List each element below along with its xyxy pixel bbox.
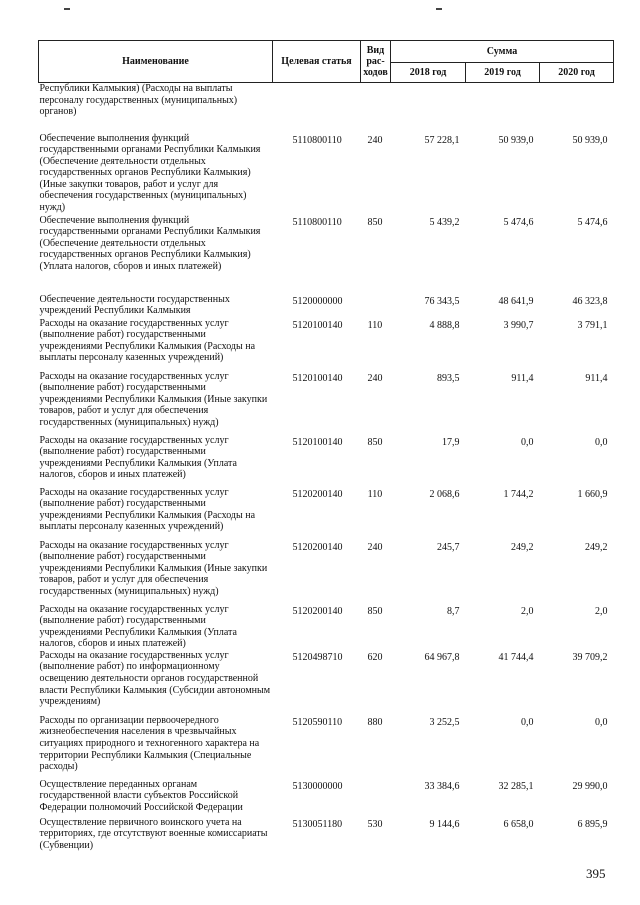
table-row (39, 435, 614, 487)
row-sum-2018: 5 439,2 (429, 216, 460, 228)
table-row (39, 294, 614, 318)
row-sum-2019: 6 658,0 (503, 818, 534, 830)
row-sum-2019: 911,4 (511, 372, 534, 384)
row-sum-2018: 3 252,5 (429, 716, 460, 728)
row-sum-2018: 893,5 (437, 372, 460, 384)
header-sum: Сумма (391, 41, 614, 63)
row-sum-2019: 41 744,4 (498, 651, 534, 663)
row-name: Обеспечение выполнения функций государственными органами Республики Калмыкия (Обеспечение деятельности отдельных государственных органов Республики Калмыкия) (Иные закупки товаров, работ и услуг для обеспечения государственных (муниципальных) нужд) (39, 132, 261, 214)
row-expense-type: 530 (367, 818, 383, 830)
row-expense-type: 240 (367, 372, 383, 384)
row-expense-type: 240 (367, 134, 383, 146)
row-expense-type: 850 (367, 605, 383, 617)
row-sum-2018: 17,9 (442, 436, 460, 448)
row-expense-type: 880 (367, 716, 383, 728)
row-expense-type (361, 83, 391, 133)
row-sum-2020: 39 709,2 (572, 651, 608, 663)
row-sum-2019: 32 285,1 (498, 780, 534, 792)
page-number: 395 (586, 866, 606, 881)
row-sum-2018: 76 343,5 (424, 295, 460, 307)
row-target-article: 5120100140 (292, 436, 343, 448)
row-sum-2018: 2 068,6 (429, 488, 460, 500)
row-expense-type (361, 294, 391, 318)
row-expense-type (361, 779, 391, 817)
row-sum-2019: 249,2 (511, 541, 534, 553)
row-sum-2018: 4 888,8 (429, 319, 460, 331)
row-sum-2020: 50 939,0 (572, 134, 608, 146)
row-expense-type: 850 (367, 216, 383, 228)
row-name: Расходы по организации первоочередного жизнеобеспечения населения в чрезвычайных ситуациях природного и техногенного характера на территории Республики Калмыкия (Специальные расходы) (39, 714, 260, 773)
row-target-article: 5120200140 (292, 488, 343, 500)
row-sum-2020: 5 474,6 (577, 216, 608, 228)
table-row (39, 650, 614, 715)
row-name: Расходы на оказание государственных услуг (выполнение работ) государственными учреждениями Республики Калмыкия (Уплата налогов, сборов и иных платежей) (39, 603, 237, 650)
row-sum-2019: 5 474,6 (503, 216, 534, 228)
row-sum-2019: 3 990,7 (503, 319, 534, 331)
row-sum-2020: 911,4 (585, 372, 608, 384)
table-row (39, 540, 614, 604)
row-sum-2018: 64 967,8 (424, 651, 460, 663)
row-sum-2019: 1 744,2 (503, 488, 534, 500)
row-target-article: 5120000000 (292, 295, 343, 307)
row-name: Осуществление первичного воинского учета на территориях, где отсутствуют военные комиссариаты (Субвенции) (39, 816, 268, 852)
header-year-2018: 2018 год (391, 63, 466, 83)
row-sum-2020: 249,2 (585, 541, 608, 553)
row-sum-2020: 46 323,8 (572, 295, 608, 307)
row-sum-2019: 48 641,9 (498, 295, 534, 307)
row-sum-2020: 6 895,9 (577, 818, 608, 830)
row-sum-2019: 50 939,0 (498, 134, 534, 146)
table-row (39, 779, 614, 817)
row-target-article: 5120590110 (292, 716, 343, 728)
row-sum-2019: 0,0 (521, 716, 534, 728)
row-name: Обеспечение выполнения функций государственными органами Республики Калмыкия (Обеспечение деятельности отдельных государственных органов Республики Калмыкия) (Уплата налогов, сборов и иных платежей) (39, 214, 261, 272)
header-name: Наименование (39, 41, 273, 83)
row-target-article (273, 83, 361, 133)
row-sum-2019: 2,0 (521, 605, 534, 617)
row-expense-type: 110 (367, 488, 383, 500)
row-name: Расходы на оказание государственных услуг (выполнение работ) государственными учреждениями Республики Калмыкия (Уплата налогов, сборов и иных платежей) (39, 434, 237, 481)
header-year-2019: 2019 год (466, 63, 540, 83)
row-expense-type: 850 (367, 436, 383, 448)
row-target-article: 5110800110 (292, 134, 342, 146)
row-sum-2018: 245,7 (437, 541, 460, 553)
header-expense-type: Вид рас-ходов (361, 41, 391, 83)
row-sum-2020: 0,0 (595, 716, 608, 728)
row-sum-2018 (391, 83, 466, 133)
row-sum-2018: 33 384,6 (424, 780, 460, 792)
scan-mark (64, 8, 70, 10)
table-row (39, 318, 614, 371)
row-sum-2020: 0,0 (595, 436, 608, 448)
row-sum-2019: 0,0 (521, 436, 534, 448)
row-sum-2020 (540, 83, 614, 133)
table-row (39, 487, 614, 540)
row-target-article: 5130000000 (292, 780, 343, 792)
row-target-article: 5120200140 (292, 605, 343, 617)
row-sum-2020: 1 660,9 (577, 488, 608, 500)
row-target-article: 5110800110 (292, 216, 342, 228)
table-row (39, 133, 614, 215)
header-year-2020: 2020 год (540, 63, 614, 83)
row-name: Республики Калмыкия) (Расходы на выплаты персоналу государственных (муниципальных) органов) (39, 83, 238, 118)
table-row (39, 817, 614, 853)
table-row (39, 215, 614, 294)
row-sum-2018: 57 228,1 (424, 134, 460, 146)
table-body (39, 83, 614, 853)
row-target-article: 5120200140 (292, 541, 343, 553)
row-name: Расходы на оказание государственных услуг (выполнение работ) государственными учреждениями Республики Калмыкия (Расходы на выплаты персоналу казенных учреждений) (39, 486, 256, 533)
row-name: Расходы на оказание государственных услуг (выполнение работ) государственными учреждениями Республики Калмыкия (Расходы на выплаты персоналу казенных учреждений) (39, 317, 256, 364)
row-name: Расходы на оказание государственных услуг (выполнение работ) государственными учреждениями Республики Калмыкия (Иные закупки товаров, работ и услуг для обеспечения государственных (муниципальных) нужд) (39, 539, 268, 597)
header-target-article: Целевая статья (273, 41, 361, 83)
row-sum-2018: 9 144,6 (429, 818, 460, 830)
row-target-article: 5130051180 (292, 818, 343, 830)
row-target-article: 5120498710 (292, 651, 343, 663)
row-sum-2019 (466, 83, 540, 133)
scan-mark (436, 8, 442, 10)
row-name: Расходы на оказание государственных услуг (выполнение работ) по информационному освещению деятельности органов государственной власти Республики Калмыкия (Субсидии автономным учреждениям) (39, 649, 271, 708)
row-expense-type: 620 (367, 651, 383, 663)
row-sum-2020: 3 791,1 (577, 319, 608, 331)
row-sum-2018: 8,7 (447, 605, 460, 617)
budget-table (38, 40, 614, 853)
row-sum-2020: 29 990,0 (572, 780, 608, 792)
row-expense-type: 240 (367, 541, 383, 553)
table-row (39, 83, 614, 133)
table-row (39, 371, 614, 435)
table-row (39, 715, 614, 779)
row-sum-2020: 2,0 (595, 605, 608, 617)
row-target-article: 5120100140 (292, 372, 343, 384)
table-row (39, 604, 614, 650)
row-name: Осуществление переданных органам государственной власти субъектов Российской Федерации полномочий Российской Федерации (39, 778, 243, 814)
row-name: Обеспечение деятельности государственных учреждений Республики Калмыкия (39, 293, 230, 317)
row-name: Расходы на оказание государственных услуг (выполнение работ) государственными учреждениями Республики Калмыкия (Иные закупки товаров, работ и услуг для обеспечения государственных (муниципальных) нужд) (39, 370, 268, 428)
row-target-article: 5120100140 (292, 319, 343, 331)
row-expense-type: 110 (367, 319, 383, 331)
table-header (39, 41, 614, 83)
